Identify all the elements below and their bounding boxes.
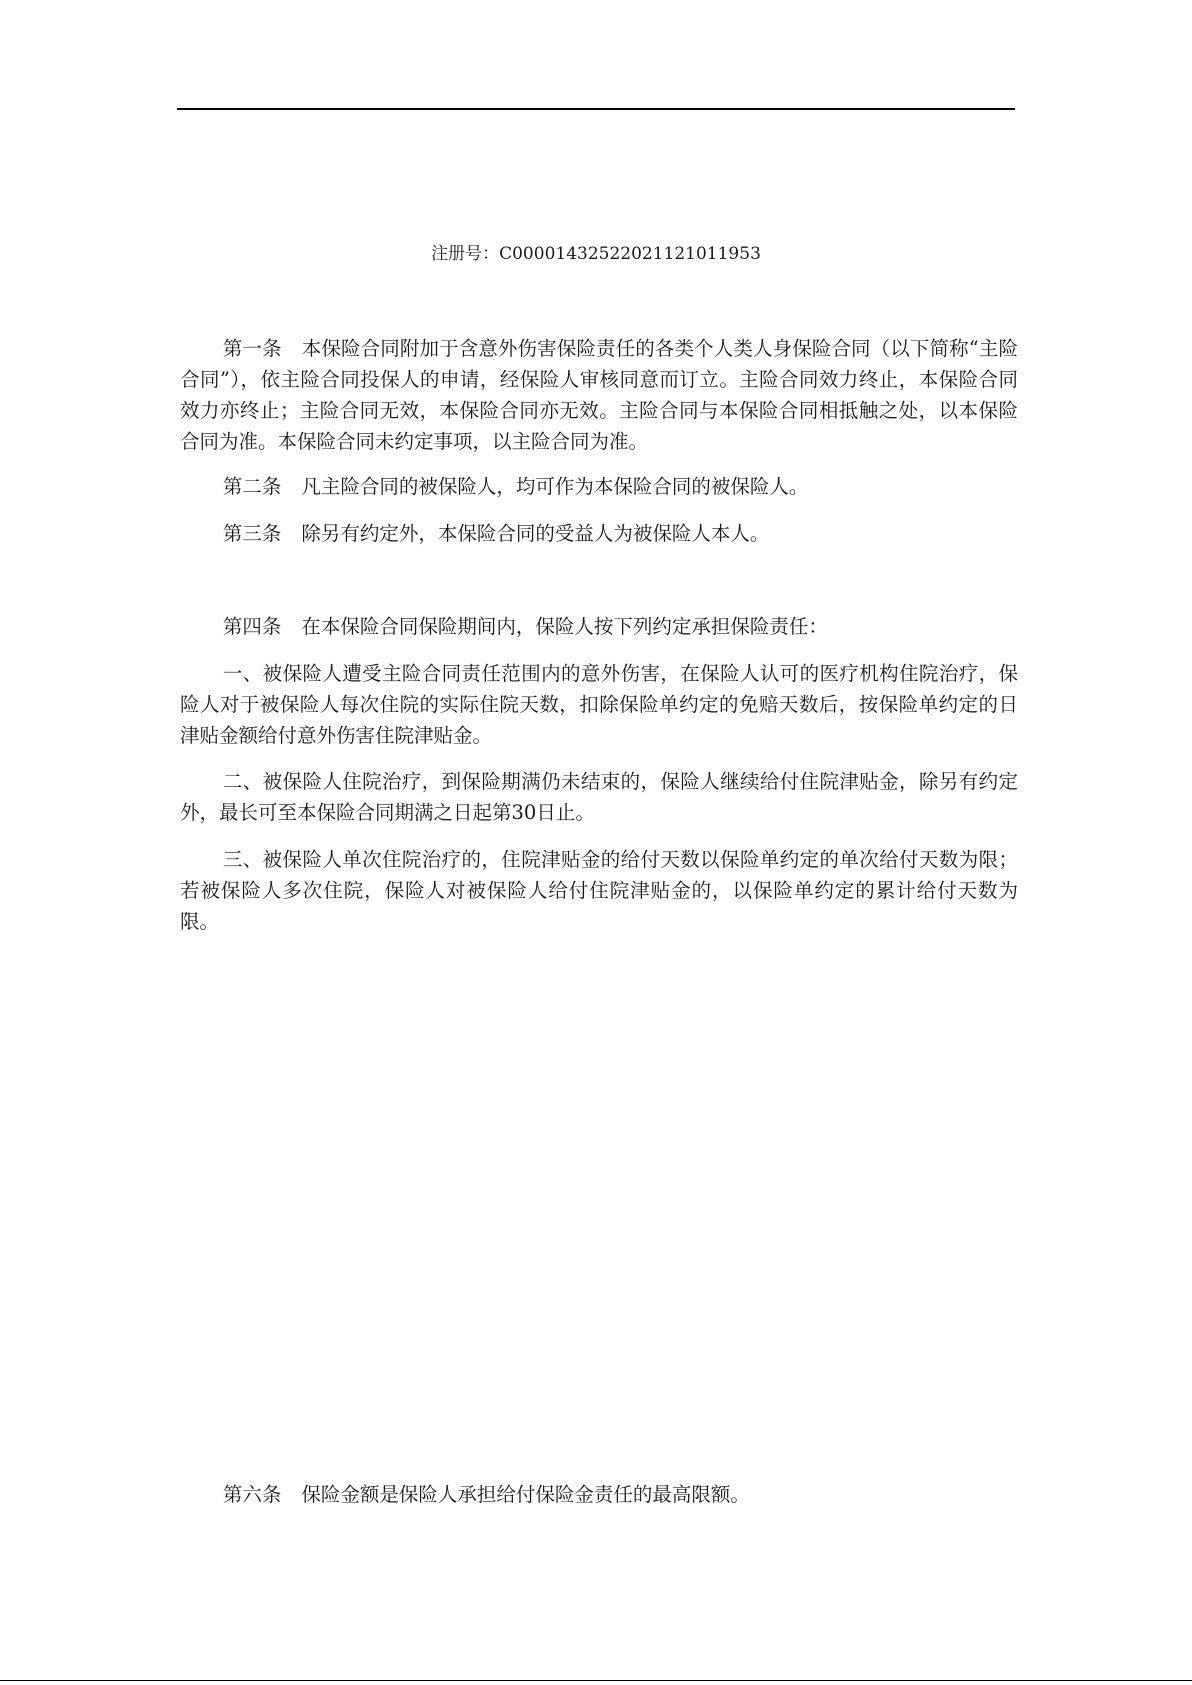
article-text: 除另有约定外，本保险合同的受益人为被保险人本人。 (301, 522, 770, 545)
article-number: 第一条 (222, 337, 282, 360)
article-2 (180, 471, 1018, 502)
article-number: 第二条 (222, 475, 282, 498)
list-item: 二、被保险人住院治疗，到保险期满仍未结束的，保险人继续给付住院津贴金，除另有约定外，最长可至本保险合同期满之日起第30日止。 (180, 770, 1018, 824)
article-number: 第四条 (222, 615, 282, 638)
registration-number: 注册号：C00001432522021121011953 (431, 244, 761, 264)
list-item: 一、被保险人遭受主险合同责任范围内的意外伤害，在保险人认可的医疗机构住院治疗，保险人对于被保险人每次住院的实际住院天数，扣除保险单约定的免赔天数后，按保险单约定的日津贴金额给付意外伤害住院津贴金。 (180, 662, 1018, 747)
article-text: 凡主险合同的被保险人，均可作为本保险合同的被保险人。 (301, 475, 809, 498)
article-text: 保险金额是保险人承担给付保险金责任的最高限额。 (301, 1483, 750, 1506)
article-text: 在本保险合同保险期间内，保险人按下列约定承担保险责任： (301, 615, 828, 638)
article-6 (180, 1479, 1018, 1510)
article-1 (180, 333, 1018, 457)
footer-rule (0, 1680, 1192, 1681)
list-item: 三、被保险人单次住院治疗的，住院津贴金的给付天数以保险单约定的单次给付天数为限；若被保险人多次住院，保险人对被保险人给付住院津贴金的，以保险单约定的累计给付天数为限。 (180, 848, 1018, 933)
article-3 (180, 518, 1018, 549)
header-rule (177, 108, 1015, 110)
article-number: 第六条 (222, 1483, 282, 1506)
article-number: 第三条 (222, 522, 282, 545)
article-4 (180, 611, 1018, 642)
article-text: 本保险合同附加于含意外伤害保险责任的各类个人类人身保险合同（以下简称“主险合同”），依主险合同投保人的申请，经保险人审核同意而订立。主险合同效力终止，本保险合同效力亦终止；主险合同无效，本保险合同亦无效。主险合同与本保险合同相抵触之处，以本保险合同为准。本保险合同未约定事项，以主险合同为准。 (180, 337, 1018, 453)
